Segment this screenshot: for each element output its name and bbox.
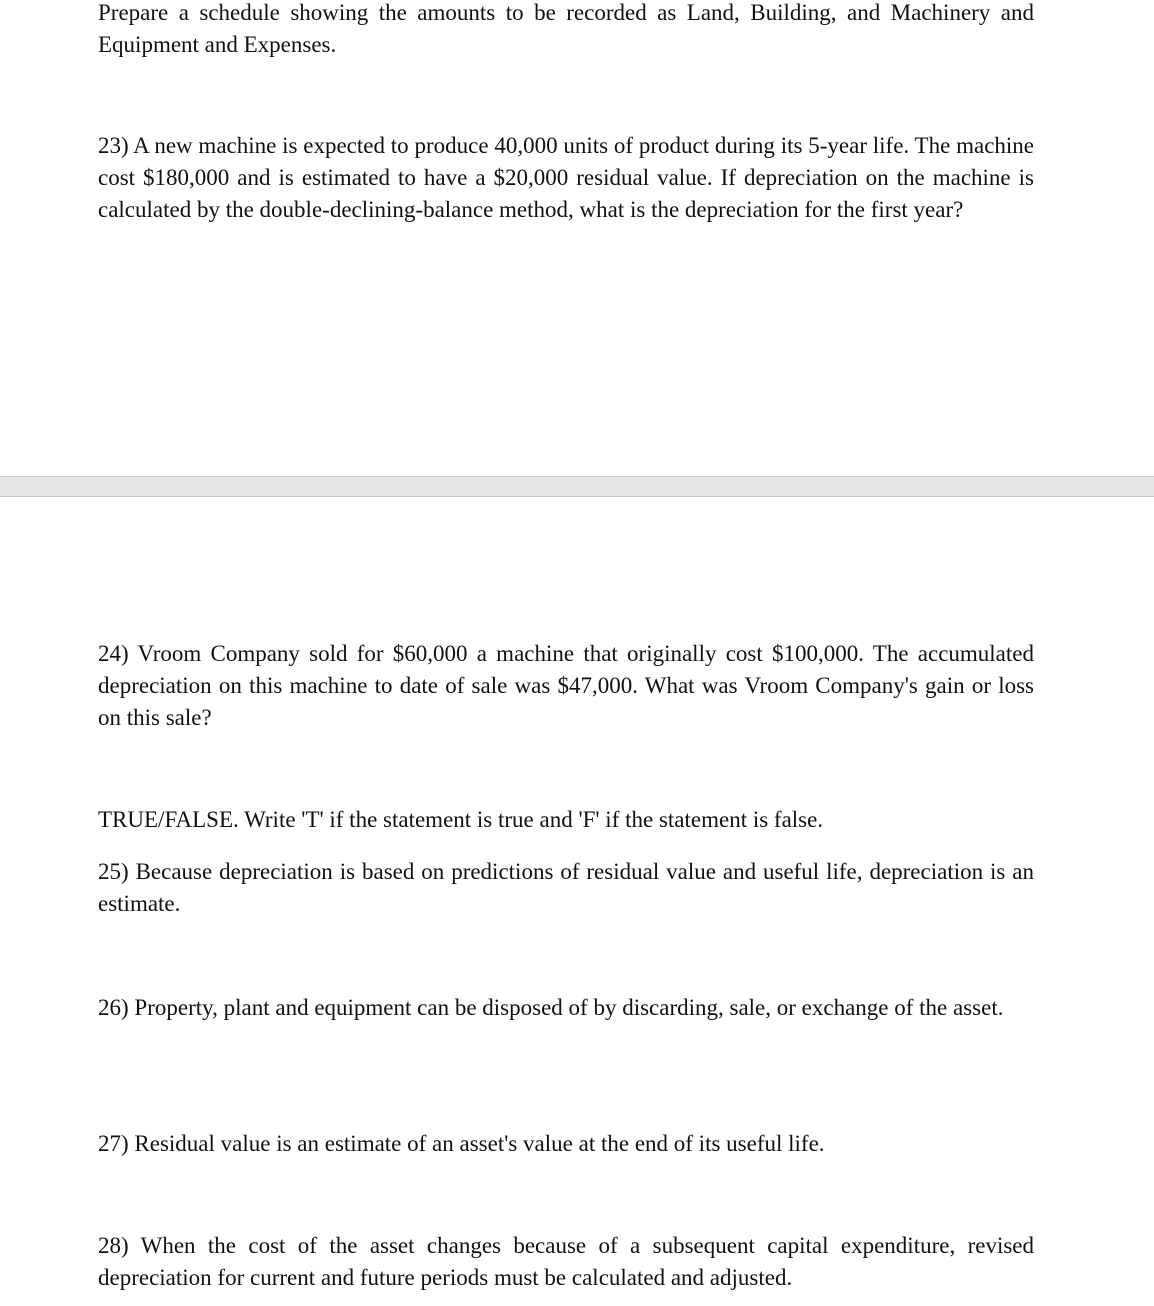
question-24: 24) Vroom Company sold for $60,000 a machine that originally cost $100,000. The accumulated depreciation on this machine to date of sale was $47,000. What was Vroom Company's gain or loss on this sale? xyxy=(98,641,1034,730)
question-28: 28) When the cost of the asset changes because of a subsequent capital expenditure, revised depreciation for current and future periods must be calculated and adjusted. xyxy=(98,1233,1034,1290)
question-26: 26) Property, plant and equipment can be disposed of by discarding, sale, or exchange of the asset. xyxy=(98,995,1004,1020)
true-false-instructions: TRUE/FALSE. Write 'T' if the statement is true and 'F' if the statement is false. xyxy=(98,807,824,832)
question-27: 27) Residual value is an estimate of an asset's value at the end of its useful life. xyxy=(98,1131,825,1156)
intro-instructions: Prepare a schedule showing the amounts to be recorded as Land, Building, and Machinery and Equipment and Expenses. xyxy=(98,0,1034,57)
question-23: 23) A new machine is expected to produce 40,000 units of product during its 5-year life. The machine cost $180,000 and is estimated to have a $20,000 residual value. If depreciation on the machine is calculated by the double-declining-balance method, what is the depreciation for the first year? xyxy=(98,133,1034,222)
question-25: 25) Because depreciation is based on predictions of residual value and useful life, depreciation is an estimate. xyxy=(98,859,1034,916)
page-separator xyxy=(0,476,1154,497)
document-page-1 xyxy=(0,0,1154,476)
document-page-2 xyxy=(0,497,1154,1306)
